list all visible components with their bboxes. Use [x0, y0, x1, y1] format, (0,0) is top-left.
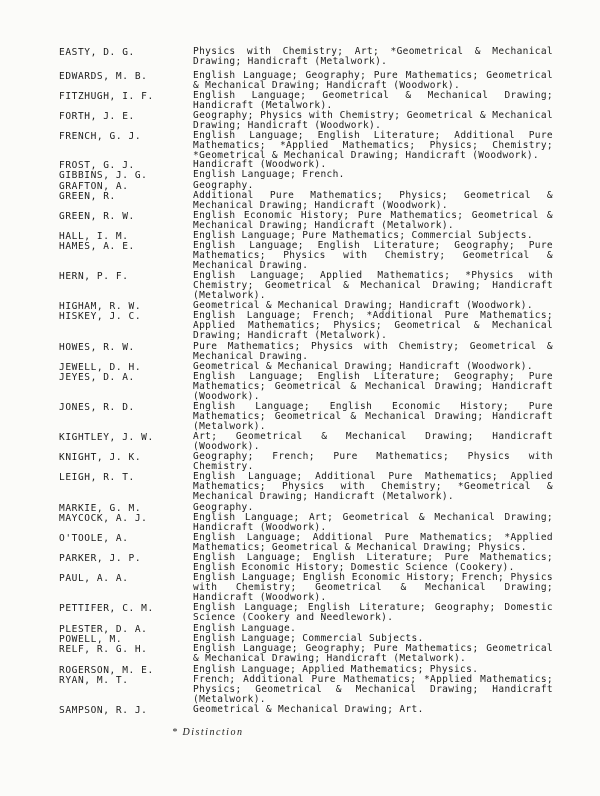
candidate-subjects: English Language; English Literature; Pure Mathematics; English Economic History; Domestic Science (Cookery). — [193, 552, 553, 573]
candidate-subjects: English Language; Geography; Pure Mathematics; Geometrical & Mechanical Drawing; Handicraft (Woodwork). — [193, 70, 553, 91]
candidate-name: MAYCOCK, A. J. — [59, 513, 148, 524]
candidate-name: HALL, I. M. — [59, 231, 129, 242]
candidate-subjects: English Language; English Literature; Geography; Pure Mathematics; Physics with Chemistry; Geometrical & Mechanical Drawing. — [193, 240, 553, 271]
candidate-subjects: English Language; French. — [193, 169, 345, 180]
candidate-name: FROST, G. J. — [59, 160, 135, 171]
candidate-name: PLESTER, D. A. — [59, 624, 148, 635]
candidate-name: EASTY, D. G. — [59, 47, 135, 58]
candidate-subjects: English Language; English Economic History; Pure Mathematics; Geometrical & Mechanical Drawing; Handicraft (Metalwork). — [193, 401, 553, 432]
candidate-name: POWELL, M. — [59, 634, 123, 645]
candidate-subjects: English Language; Applied Mathematics; Physics. — [193, 664, 479, 675]
candidate-subjects: Pure Mathematics; Physics with Chemistry; Geometrical & Mechanical Drawing. — [193, 341, 553, 362]
candidate-subjects: Geometrical & Mechanical Drawing; Handicraft (Woodwork). — [193, 300, 533, 311]
candidate-subjects: English Language. — [193, 623, 297, 634]
candidate-name: GRAFTON, A. — [59, 181, 129, 192]
candidate-subjects: English Language; English Literature; Geography; Pure Mathematics; Geometrical & Mechanical Drawing; Handicraft (Woodwork). — [193, 371, 553, 402]
candidate-subjects: English Economic History; Pure Mathematics; Geometrical & Mechanical Drawing; Handicraft (Metalwork). — [193, 210, 553, 231]
candidate-subjects: English Language; English Economic History; French; Physics with Chemistry; Geometrical & Mechanical Drawing; Handicraft (Woodwork). — [193, 572, 553, 603]
candidate-name: KIGHTLEY, J. W. — [59, 432, 154, 443]
candidate-name: JEWELL, D. H. — [59, 362, 142, 373]
candidate-subjects: English Language; French; *Additional Pure Mathematics; Applied Mathematics; Physics; Geometrical & Mechanical Drawing; Handicraft (Metalwork). — [193, 310, 553, 341]
candidate-name: HERN, P. F. — [59, 271, 129, 282]
candidate-subjects: Art; Geometrical & Mechanical Drawing; Handicraft (Woodwork). — [193, 431, 553, 452]
candidate-name: FRENCH, G. J. — [59, 131, 142, 142]
candidate-subjects: English Language; English Literature; Additional Pure Mathematics; *Applied Mathematics; Physics; Chemistry; *Geometrical & Mechanical Drawing; Handicraft (Woodwork). — [193, 130, 553, 161]
candidate-subjects: English Language; Additional Pure Mathematics; Applied Mathematics; Physics with Chemistry; *Geometrical & Mechanical Drawing; Handicraft (Metalwork). — [193, 471, 553, 502]
candidate-name: LEIGH, R. T. — [59, 472, 135, 483]
candidate-subjects: Handicraft (Woodwork). — [193, 159, 327, 170]
candidate-subjects: Additional Pure Mathematics; Physics; Geometrical & Mechanical Drawing; Handicraft (Woodwork). — [193, 190, 553, 211]
candidate-name: RELF, R. G. H. — [59, 644, 148, 655]
candidate-subjects: English Language; Pure Mathematics; Commercial Subjects. — [193, 230, 533, 241]
candidate-name: SAMPSON, R. J. — [59, 705, 148, 716]
candidate-subjects: Geometrical & Mechanical Drawing; Art. — [193, 704, 424, 715]
candidate-subjects: English Language; Geography; Pure Mathematics; Geometrical & Mechanical Drawing; Handicraft (Metalwork). — [193, 643, 553, 664]
candidate-name: RYAN, M. T. — [59, 675, 129, 686]
candidate-name: ROGERSON, M. E. — [59, 665, 154, 676]
candidate-name: HIGHAM, R. W. — [59, 301, 142, 312]
candidate-subjects: English Language; Additional Pure Mathematics; *Applied Mathematics; Geometrical & Mechanical Drawing; Physics. — [193, 532, 553, 553]
candidate-name: HOWES, R. W. — [59, 342, 135, 353]
candidate-subjects: Geography. — [193, 180, 254, 191]
candidate-subjects: Geography. — [193, 502, 254, 513]
candidate-name: HAMES, A. E. — [59, 241, 135, 252]
candidate-name: EDWARDS, M. B. — [59, 71, 148, 82]
candidate-subjects: English Language; English Literature; Geography; Domestic Science (Cookery and Needlework). — [193, 602, 553, 623]
candidate-name: KNIGHT, J. K. — [59, 452, 142, 463]
candidate-subjects: French; Additional Pure Mathematics; *Applied Mathematics; Physics; Geometrical & Mechanical Drawing; Handicraft (Metalwork). — [193, 674, 553, 705]
candidate-subjects: Geography; Physics with Chemistry; Geometrical & Mechanical Drawing; Handicraft (Woodwork). — [193, 110, 553, 131]
candidate-subjects: English Language; Commercial Subjects. — [193, 633, 424, 644]
footnote-distinction: * Distinction — [172, 727, 244, 738]
candidate-name: GREEN, R. W. — [59, 211, 135, 222]
candidate-name: PETTIFER, C. M. — [59, 603, 154, 614]
candidate-subjects: English Language; Geometrical & Mechanical Drawing; Handicraft (Metalwork). — [193, 90, 553, 111]
candidate-subjects: English Language; Art; Geometrical & Mechanical Drawing; Handicraft (Woodwork). — [193, 512, 553, 533]
candidate-name: O'TOOLE, A. — [59, 533, 129, 544]
candidate-name: GREEN, R. — [59, 191, 116, 202]
candidate-subjects: Geometrical & Mechanical Drawing; Handicraft (Woodwork). — [193, 361, 533, 372]
candidate-name: FITZHUGH, I. F. — [59, 91, 154, 102]
candidate-subjects: Geography; French; Pure Mathematics; Physics with Chemistry. — [193, 451, 553, 472]
candidate-name: HISKEY, J. C. — [59, 311, 142, 322]
candidate-name: JONES, R. D. — [59, 402, 135, 413]
candidate-name: GIBBINS, J. G. — [59, 170, 148, 181]
candidate-name: JEYES, D. A. — [59, 372, 135, 383]
candidate-subjects: English Language; Applied Mathematics; *Physics with Chemistry; Geometrical & Mechanical Drawing; Handicraft (Metalwork). — [193, 270, 553, 301]
candidate-subjects: Physics with Chemistry; Art; *Geometrical & Mechanical Drawing; Handicraft (Metalwork). — [193, 46, 553, 67]
candidate-name: PAUL, A. A. — [59, 573, 129, 584]
candidate-name: FORTH, J. E. — [59, 111, 135, 122]
candidate-name: MARKIE, G. M. — [59, 503, 142, 514]
candidate-name: PARKER, J. P. — [59, 553, 142, 564]
